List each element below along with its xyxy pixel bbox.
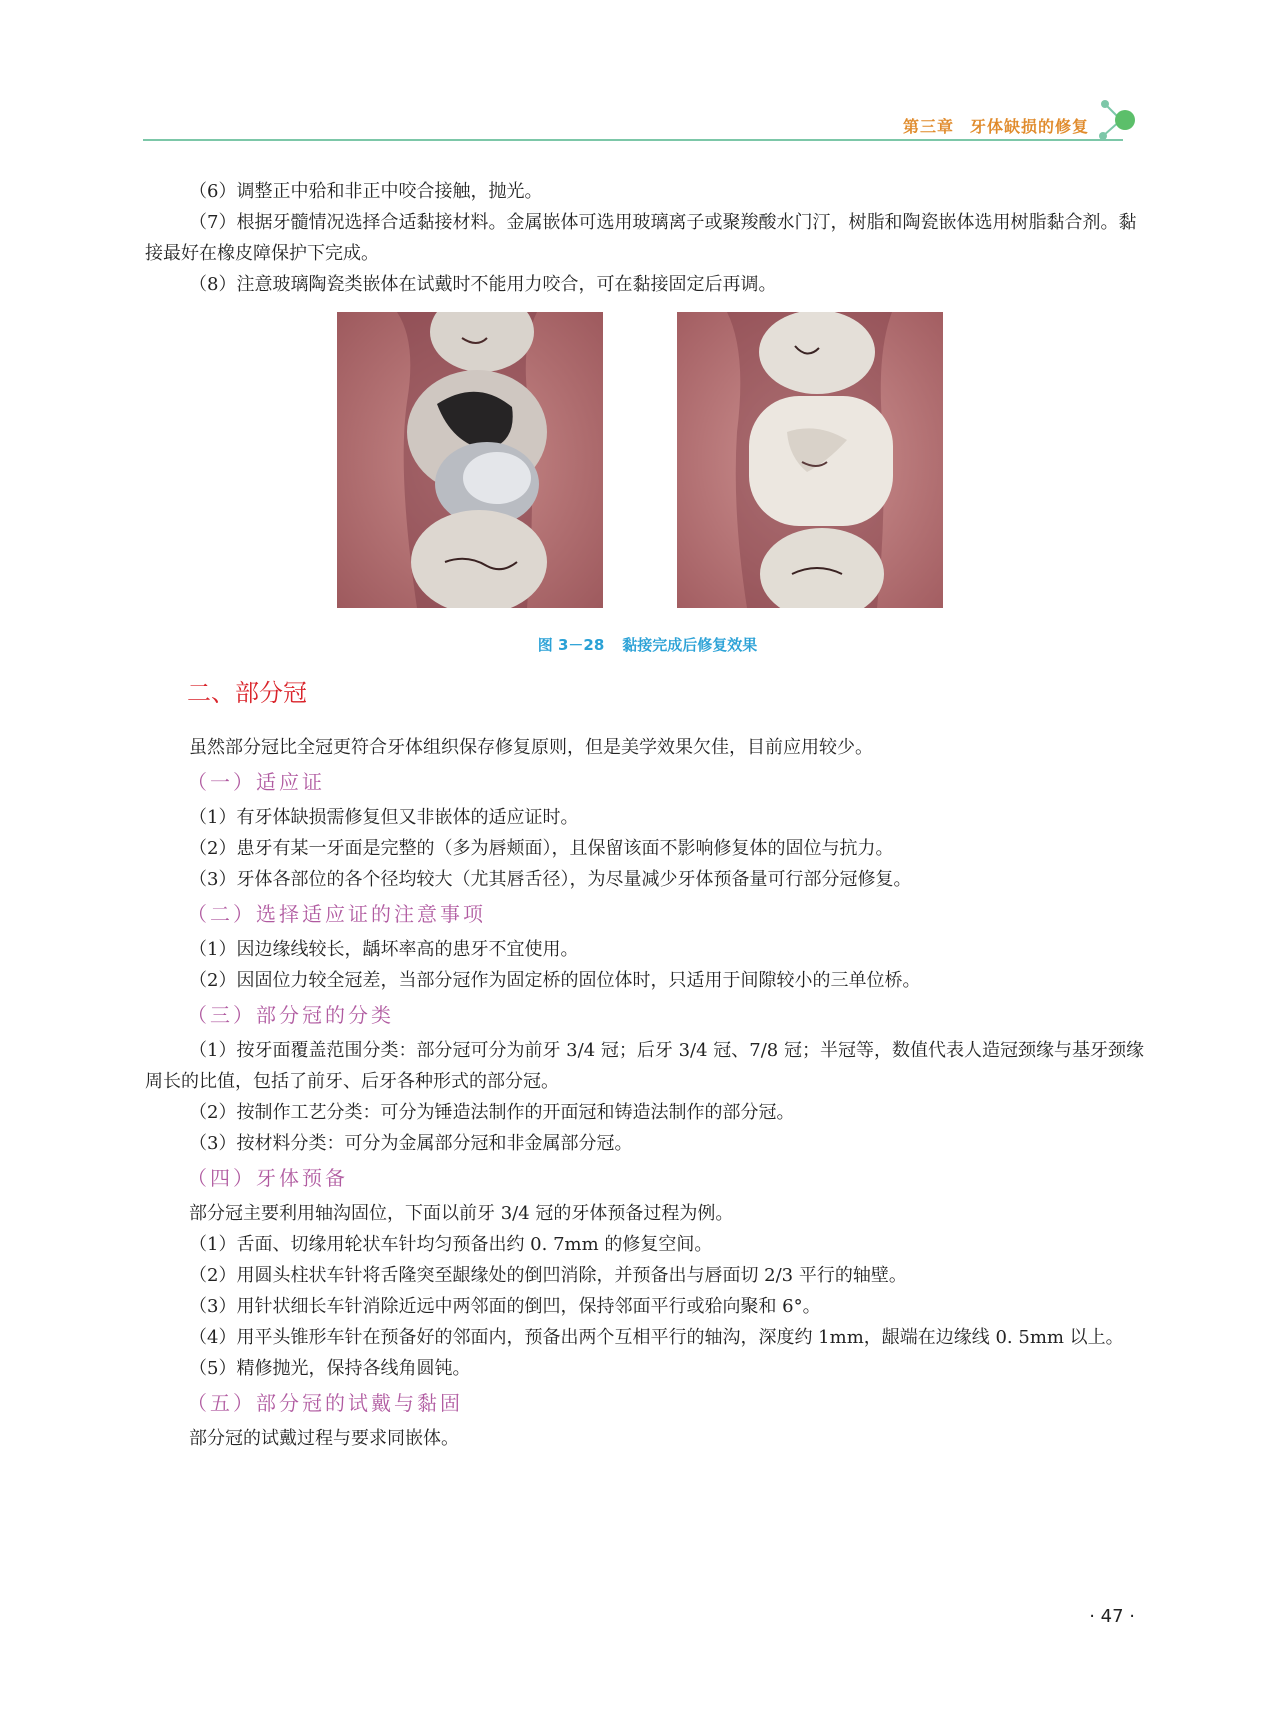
figure-caption-text: 黏接完成后修复效果: [622, 636, 758, 654]
list-item: （2）用圆头柱状车针将舌隆突至龈缘处的倒凹消除，并预备出与唇面切 2/3 平行的轴壁。: [189, 1265, 907, 1286]
paragraph: （7）根据牙髓情况选择合适黏接材料。金属嵌体可选用玻璃离子或聚羧酸水门汀，树脂和陶瓷嵌体选用树脂黏合剂。黏接最好在橡皮障保护下完成。: [145, 212, 1137, 264]
list-item: （2）因固位力较全冠差，当部分冠作为固定桥的固位体时，只适用于间隙较小的三单位桥。: [189, 970, 921, 991]
list-item: （1）按牙面覆盖范围分类：部分冠可分为前牙 3/4 冠；后牙 3/4 冠、7/8 冠；半冠等，数值代表人造冠颈缘与基牙颈缘周长的比值，包括了前牙、后牙各种形式的部分冠。: [145, 1040, 1144, 1092]
running-head: [903, 114, 1089, 137]
list-item: （1）因边缘线较长，龋坏率高的患牙不宜使用。: [189, 939, 579, 960]
figure-caption: [145, 630, 1150, 661]
list-item: （3）用针状细长车针消除近远中两邻面的倒凹，保持邻面平行或𬌗向聚和 6°。: [189, 1296, 821, 1317]
list-item: （2）患牙有某一牙面是完整的（多为唇颊面），且保留该面不影响修复体的固位与抗力。: [189, 838, 894, 859]
section-heading: 二、部分冠: [187, 679, 307, 707]
paragraph: 部分冠的试戴过程与要求同嵌体。: [189, 1428, 459, 1449]
subsection-heading: （一）适应证: [187, 770, 325, 794]
paragraph: （8）注意玻璃陶瓷类嵌体在试戴时不能用力咬合，可在黏接固定后再调。: [189, 274, 777, 295]
paragraph: （6）调整正中𬌗和非正中咬合接触，抛光。: [189, 181, 543, 202]
paragraph: 部分冠主要利用轴沟固位，下面以前牙 3/4 冠的牙体预备过程为例。: [189, 1203, 734, 1224]
subsection-heading: （五）部分冠的试戴与黏固: [187, 1391, 463, 1415]
list-item: （3）按材料分类：可分为金属部分冠和非金属部分冠。: [189, 1133, 633, 1154]
subsection-heading: （四）牙体预备: [187, 1166, 348, 1190]
page-number: · 47 ·: [1089, 1606, 1135, 1627]
photo-before-restoration: [337, 312, 603, 608]
figure-number: 图 3－28: [537, 636, 605, 654]
page-header: [143, 96, 1143, 146]
paragraph: 虽然部分冠比全冠更符合牙体组织保存修复原则，但是美学效果欠佳，目前应用较少。: [189, 737, 873, 758]
list-item: （3）牙体各部位的各个径均较大（尤其唇舌径），为尽量减少牙体预备量可行部分冠修复。: [189, 869, 912, 890]
page-content: [145, 176, 1150, 1454]
list-item: （1）有牙体缺损需修复但又非嵌体的适应证时。: [189, 807, 579, 828]
chapter-number: 第三章: [902, 117, 954, 136]
list-item: （5）精修抛光，保持各线角圆钝。: [189, 1358, 471, 1379]
molecule-icon: [1095, 96, 1143, 144]
photo-after-restoration: [677, 312, 943, 608]
list-item: （4）用平头锥形车针在预备好的邻面内，预备出两个互相平行的轴沟，深度约 1mm，龈端在边缘线 0. 5mm 以上。: [189, 1327, 1124, 1348]
header-rule: [143, 139, 1123, 141]
figure-3-28: [145, 312, 1150, 668]
subsection-heading: （二）选择适应证的注意事项: [187, 902, 486, 926]
list-item: （1）舌面、切缘用轮状车针均匀预备出约 0. 7mm 的修复空间。: [189, 1234, 713, 1255]
chapter-title: 牙体缺损的修复: [969, 117, 1089, 136]
list-item: （2）按制作工艺分类：可分为锤造法制作的开面冠和铸造法制作的部分冠。: [189, 1102, 795, 1123]
subsection-heading: （三）部分冠的分类: [187, 1003, 394, 1027]
